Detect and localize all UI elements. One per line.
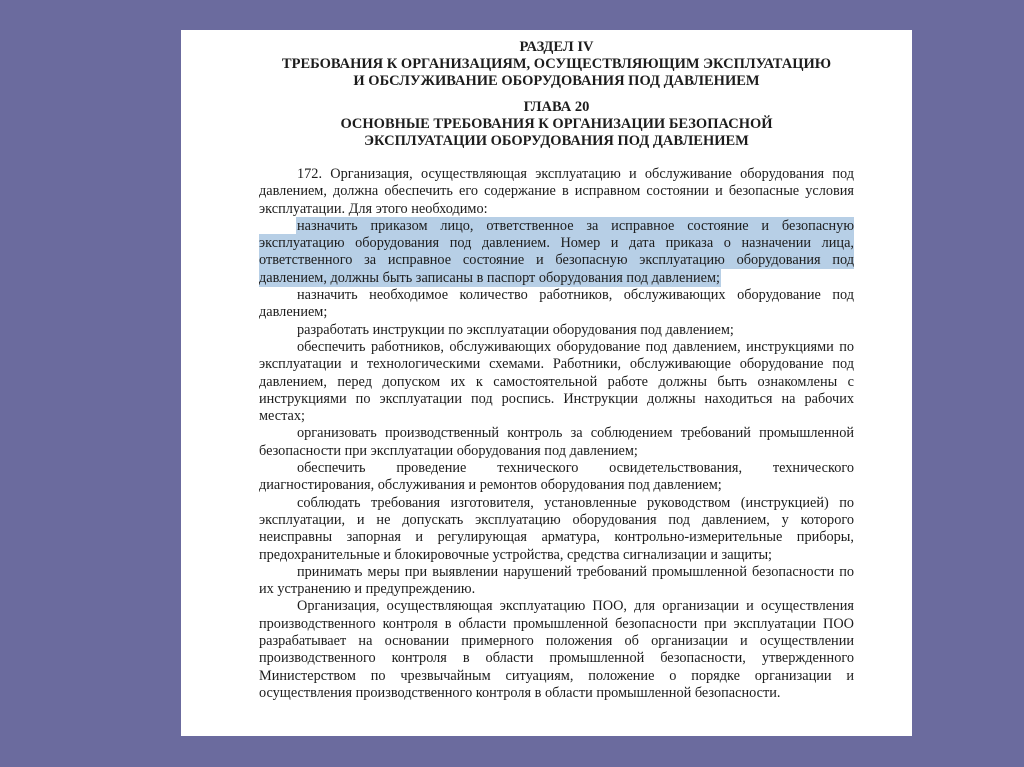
section-title-line2: И ОБСЛУЖИВАНИЕ ОБОРУДОВАНИЯ ПОД ДАВЛЕНИЕМ xyxy=(353,73,760,89)
document-body xyxy=(259,166,854,702)
paragraph-instructions: разработать инструкции по эксплуатации оборудования под давлением; xyxy=(297,321,734,338)
paragraph-diagnostics: обеспечить проведение технического освидетельствования, технического диагностирования, обслуживания и ремонтов оборудования под давлением; xyxy=(259,460,854,494)
paragraph-manufacturer: соблюдать требования изготовителя, установленные руководством (инструкцией) по эксплуатации, и не допускать эксплуатацию оборудования под давлением, у которого неисправны запорная и регулирующая арматура, контрольно-измерительные приборы, предохранительные и блокировочные устройства, средства сигнализации и защиты; xyxy=(259,494,854,563)
paragraph-measures: принимать меры при выявлении нарушений требований промышленной безопасности по их устранению и предупреждению. xyxy=(259,563,854,598)
paragraph-control: организовать производственный контроль за соблюдением требований промышленной безопасности при эксплуатации оборудования под давлением; xyxy=(259,425,854,459)
paragraph-172: 172. Организация, осуществляющая эксплуатацию и обслуживание оборудования под давлением, должна обеспечить его содержание в исправном состоянии и безопасные условия эксплуатации. Для этого необходимо: xyxy=(259,166,854,217)
chapter-number: ГЛАВА 20 xyxy=(523,99,590,115)
chapter-title-line1: ОСНОВНЫЕ ТРЕБОВАНИЯ К ОРГАНИЗАЦИИ БЕЗОПАСНОЙ xyxy=(340,116,773,132)
paragraph-highlighted[interactable] xyxy=(259,218,854,287)
paragraph-organization: Организация, осуществляющая эксплуатацию ПОО, для организации и осуществления производственного контроля в области промышленной безопасности при эксплуатации ПОО разрабатывает на основании примерного положения об организации и осуществлении производственного контроля в области промышленной безопасности, утвержденного Министерством по чрезвычайным ситуациям, положение о порядке организации и осуществления производственного контроля в области промышленной безопасности. xyxy=(259,598,854,701)
section-title-line1: ТРЕБОВАНИЯ К ОРГАНИЗАЦИЯМ, ОСУЩЕСТВЛЯЮЩИМ ЭКСПЛУАТАЦИЮ xyxy=(281,56,832,72)
chapter-title-line2: ЭКСПЛУАТАЦИИ ОБОРУДОВАНИЯ ПОД ДАВЛЕНИЕМ xyxy=(364,133,749,149)
selected-text[interactable]: назначить приказом лицо, ответственное за исправное состояние и безопасную эксплуатацию оборудования под давлением. Номер и дата приказа о назначении лица, ответственного за исправное состояние и безопасную эксплуатацию оборудования под давлением, должны быть записаны в паспорт оборудования под давлением; xyxy=(259,217,854,286)
document-page xyxy=(181,30,912,736)
paragraph-provide: обеспечить работников, обслуживающих оборудование под давлением, инструкциями по эксплуатации и технологическими схемами. Работники, обслуживающие оборудование под давлением, перед допуском их к самостоятельной работе должны быть ознакомлены с инструкциями по эксплуатации под роспись. Инструкции должны находиться на рабочих местах; xyxy=(259,338,854,425)
section-number: РАЗДЕЛ IV xyxy=(519,39,594,55)
section-heading xyxy=(259,39,854,90)
chapter-heading xyxy=(259,99,854,150)
paragraph-staff: назначить необходимое количество работников, обслуживающих оборудование под давлением; xyxy=(259,287,854,321)
